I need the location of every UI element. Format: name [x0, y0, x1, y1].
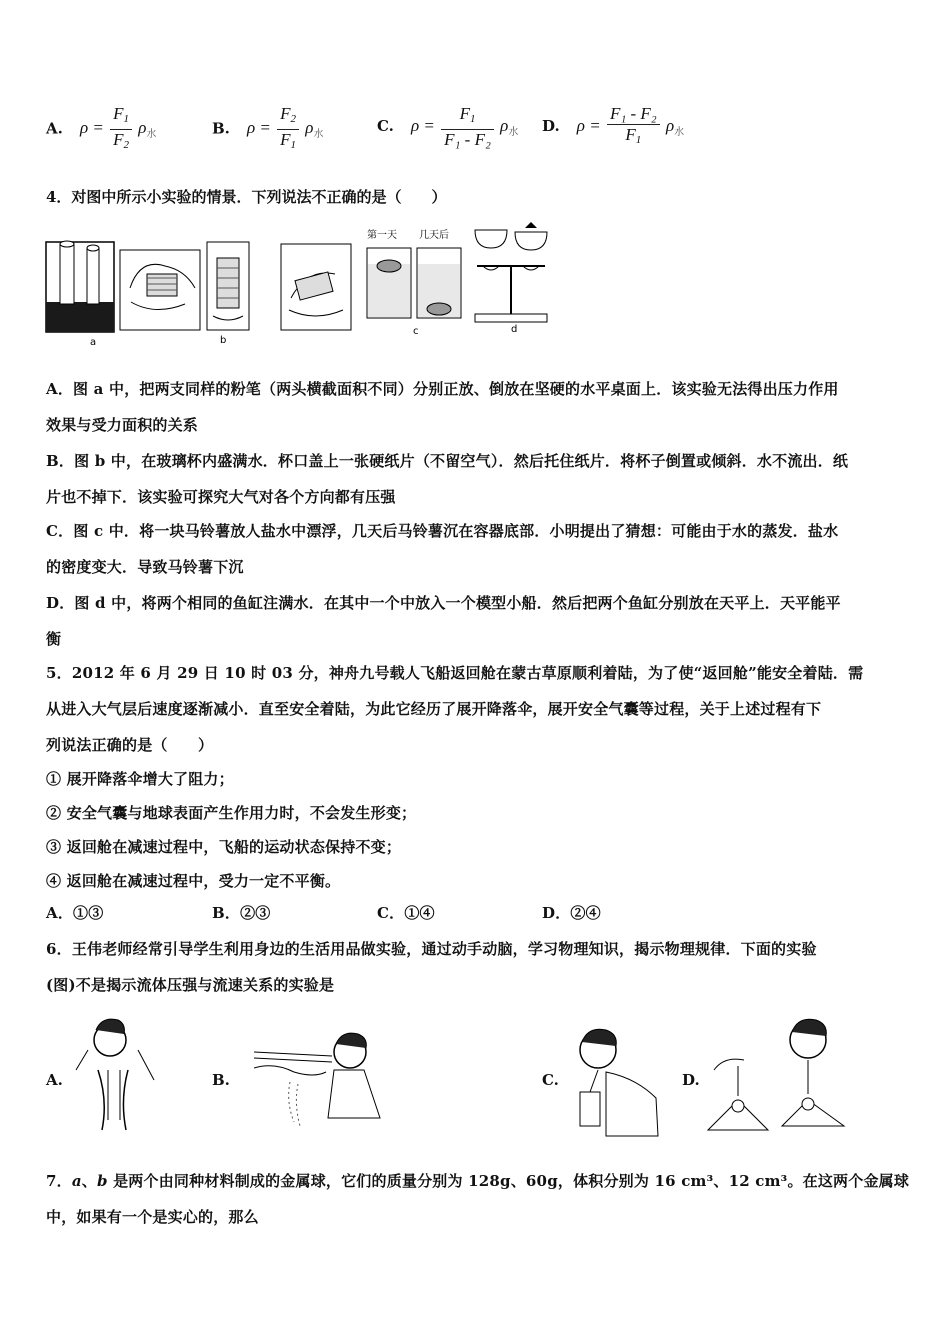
q4-option-a-line1: A．图 a 中，把两支同样的粉笔（两头横截面积不同）分别正放、倒放在坚硬的水平桌面上．该实验无法得出压力作用 [46, 380, 839, 398]
q7-var-a: a [71, 1172, 82, 1190]
option-label: A. [46, 119, 63, 138]
q4-option-c-line1: C．图 c 中．将一块马铃薯放人盐水中漂浮，几天后马铃薯沉在容器底部．小明提出了猜想：可能由于水的蒸发．盐水 [46, 522, 839, 540]
denominator: F [625, 125, 636, 144]
q7-stem-text: 是两个由同种材料制成的金属球，它们的质量分别为 128g、60g，体积分别为 16 cm³、12 cm³。在这两个金属球 [107, 1172, 910, 1190]
q5-stem-line2: 从进入大气层后速度逐渐减小．直至安全着陆，为此它经历了展开降落伞，展开安全气囊等过程，关于上述过程有下 [46, 700, 822, 718]
rho-subscript: 水 [146, 129, 157, 141]
q6-figure-c [566, 1018, 666, 1138]
figure-c-day1-label: 第一天 [367, 230, 397, 241]
denominator-sub: 2 [123, 139, 129, 151]
q7-sep: 、 [81, 1172, 97, 1190]
q4-option-d-line2: 衡 [46, 630, 62, 648]
figure-b-cup [120, 242, 351, 330]
q6-option-a-label[interactable]: A. [46, 1071, 63, 1089]
denominator-sub: 1 [290, 139, 297, 151]
q5-statement-2: ② 安全气囊与地球表面产生作用力时，不会发生形变； [46, 804, 417, 822]
q5-option-d[interactable]: D．②④ [542, 904, 601, 922]
rho-subscript: 水 [508, 126, 519, 138]
numerator: F [113, 104, 124, 123]
q5-option-a[interactable]: A．①③ [46, 904, 104, 922]
q7-var-b: b [96, 1172, 108, 1190]
q4-option-b-line1: B．图 b 中，在玻璃杯内盛满水．杯口盖上一张硬纸片（不留空气）．然后托住纸片．将杯子倒置或倾斜．水不流出．纸 [46, 452, 849, 470]
q5-statement-4: ④ 返回舱在减速过程中，受力一定不平衡。 [46, 872, 341, 890]
denominator: F₁ - F₂ [444, 130, 491, 149]
q6-stem-line2: (图)不是揭示流体压强与流速关系的实验是 [46, 976, 335, 994]
q6-option-c-label[interactable]: C. [542, 1071, 559, 1089]
q5-option-c[interactable]: C．①④ [377, 904, 435, 922]
figure-label-d: d [511, 324, 518, 335]
q4-stem: 4．对图中所示小实验的情景．下列说法不正确的是（ ） [46, 188, 447, 206]
rho-symbol: ρ [665, 115, 675, 135]
option-label: D. [542, 116, 560, 135]
formula-lhs: ρ = [79, 118, 104, 138]
formula-lhs: ρ = [411, 115, 435, 135]
q7-stem-line1 [46, 1170, 909, 1191]
rho-subscript: 水 [674, 126, 685, 138]
figure-c-days-label: 几天后 [419, 230, 449, 241]
rho-symbol: ρ [500, 115, 509, 135]
q7-number: 7． [46, 1172, 72, 1190]
figure-label-b: b [220, 335, 227, 346]
numerator-sub: 2 [290, 113, 297, 125]
q4-option-a-line2: 效果与受力面积的关系 [46, 416, 199, 434]
numerator: F [459, 104, 470, 123]
figure-d-balance [475, 222, 547, 322]
q7-stem-line2: 中，如果有一个是实心的，那么 [46, 1208, 259, 1226]
q4-option-c-line2: 的密度变大．导致马铃薯下沉 [46, 558, 244, 576]
option-label: B. [212, 119, 230, 138]
q6-stem-line1: 6．王伟老师经常引导学生利用身边的生活用品做实验，通过动手动脑，学习物理知识，揭示物理规律．下面的实验 [46, 940, 817, 958]
denominator-sub: 1 [635, 134, 642, 146]
figure-label-c: c [413, 326, 419, 337]
q4-option-d-line1: D．图 d 中，将两个相同的鱼缸注满水．在其中一个中放入一个模型小船．然后把两个鱼缸分别放在天平上．天平能平 [46, 594, 841, 612]
q6-figure-d [704, 1010, 854, 1140]
rho-symbol: ρ [138, 118, 147, 138]
option-label: C. [377, 116, 394, 135]
figure-c-potato [367, 228, 461, 318]
denominator: F [113, 130, 124, 149]
q3-option-c[interactable] [377, 104, 518, 150]
q5-statement-1: ① 展开降落伞增大了阻力； [46, 770, 234, 788]
formula-lhs: ρ = [247, 118, 271, 138]
rho-symbol: ρ [305, 118, 314, 138]
rho-subscript: 水 [313, 129, 324, 141]
numerator-sub: 1 [469, 113, 476, 125]
formula-lhs: ρ = [576, 115, 601, 135]
q6-figure-a [68, 1010, 164, 1140]
q5-statement-3: ③ 返回舱在减速过程中，飞船的运动状态保持不变； [46, 838, 402, 856]
q6-figure-b [234, 1022, 394, 1140]
q6-option-d-label[interactable]: D. [682, 1071, 700, 1089]
numerator: F [280, 104, 291, 123]
q5-option-b[interactable]: B．②③ [212, 904, 271, 922]
q3-option-d[interactable] [542, 104, 684, 150]
q5-stem-line1: 5．2012 年 6 月 29 日 10 时 03 分，神舟九号载人飞船返回舱在蒙古草原顺利着陆，为了使“返回舱”能安全着陆．需 [46, 664, 864, 682]
q3-option-b[interactable] [212, 104, 323, 155]
numerator-sub: 1 [123, 113, 129, 125]
q4-figure [45, 218, 550, 348]
denominator: F [280, 130, 291, 149]
numerator: F₁ - F₂ [609, 104, 657, 123]
figure-label-a: a [90, 337, 97, 348]
q5-stem-line3: 列说法正确的是（ ） [46, 736, 214, 754]
q4-option-b-line2: 片也不掉下．该实验可探究大气对各个方向都有压强 [46, 488, 396, 506]
figure-a-chalk [46, 241, 114, 332]
q6-option-b-label[interactable]: B. [212, 1071, 230, 1089]
q3-option-a[interactable] [46, 104, 156, 155]
